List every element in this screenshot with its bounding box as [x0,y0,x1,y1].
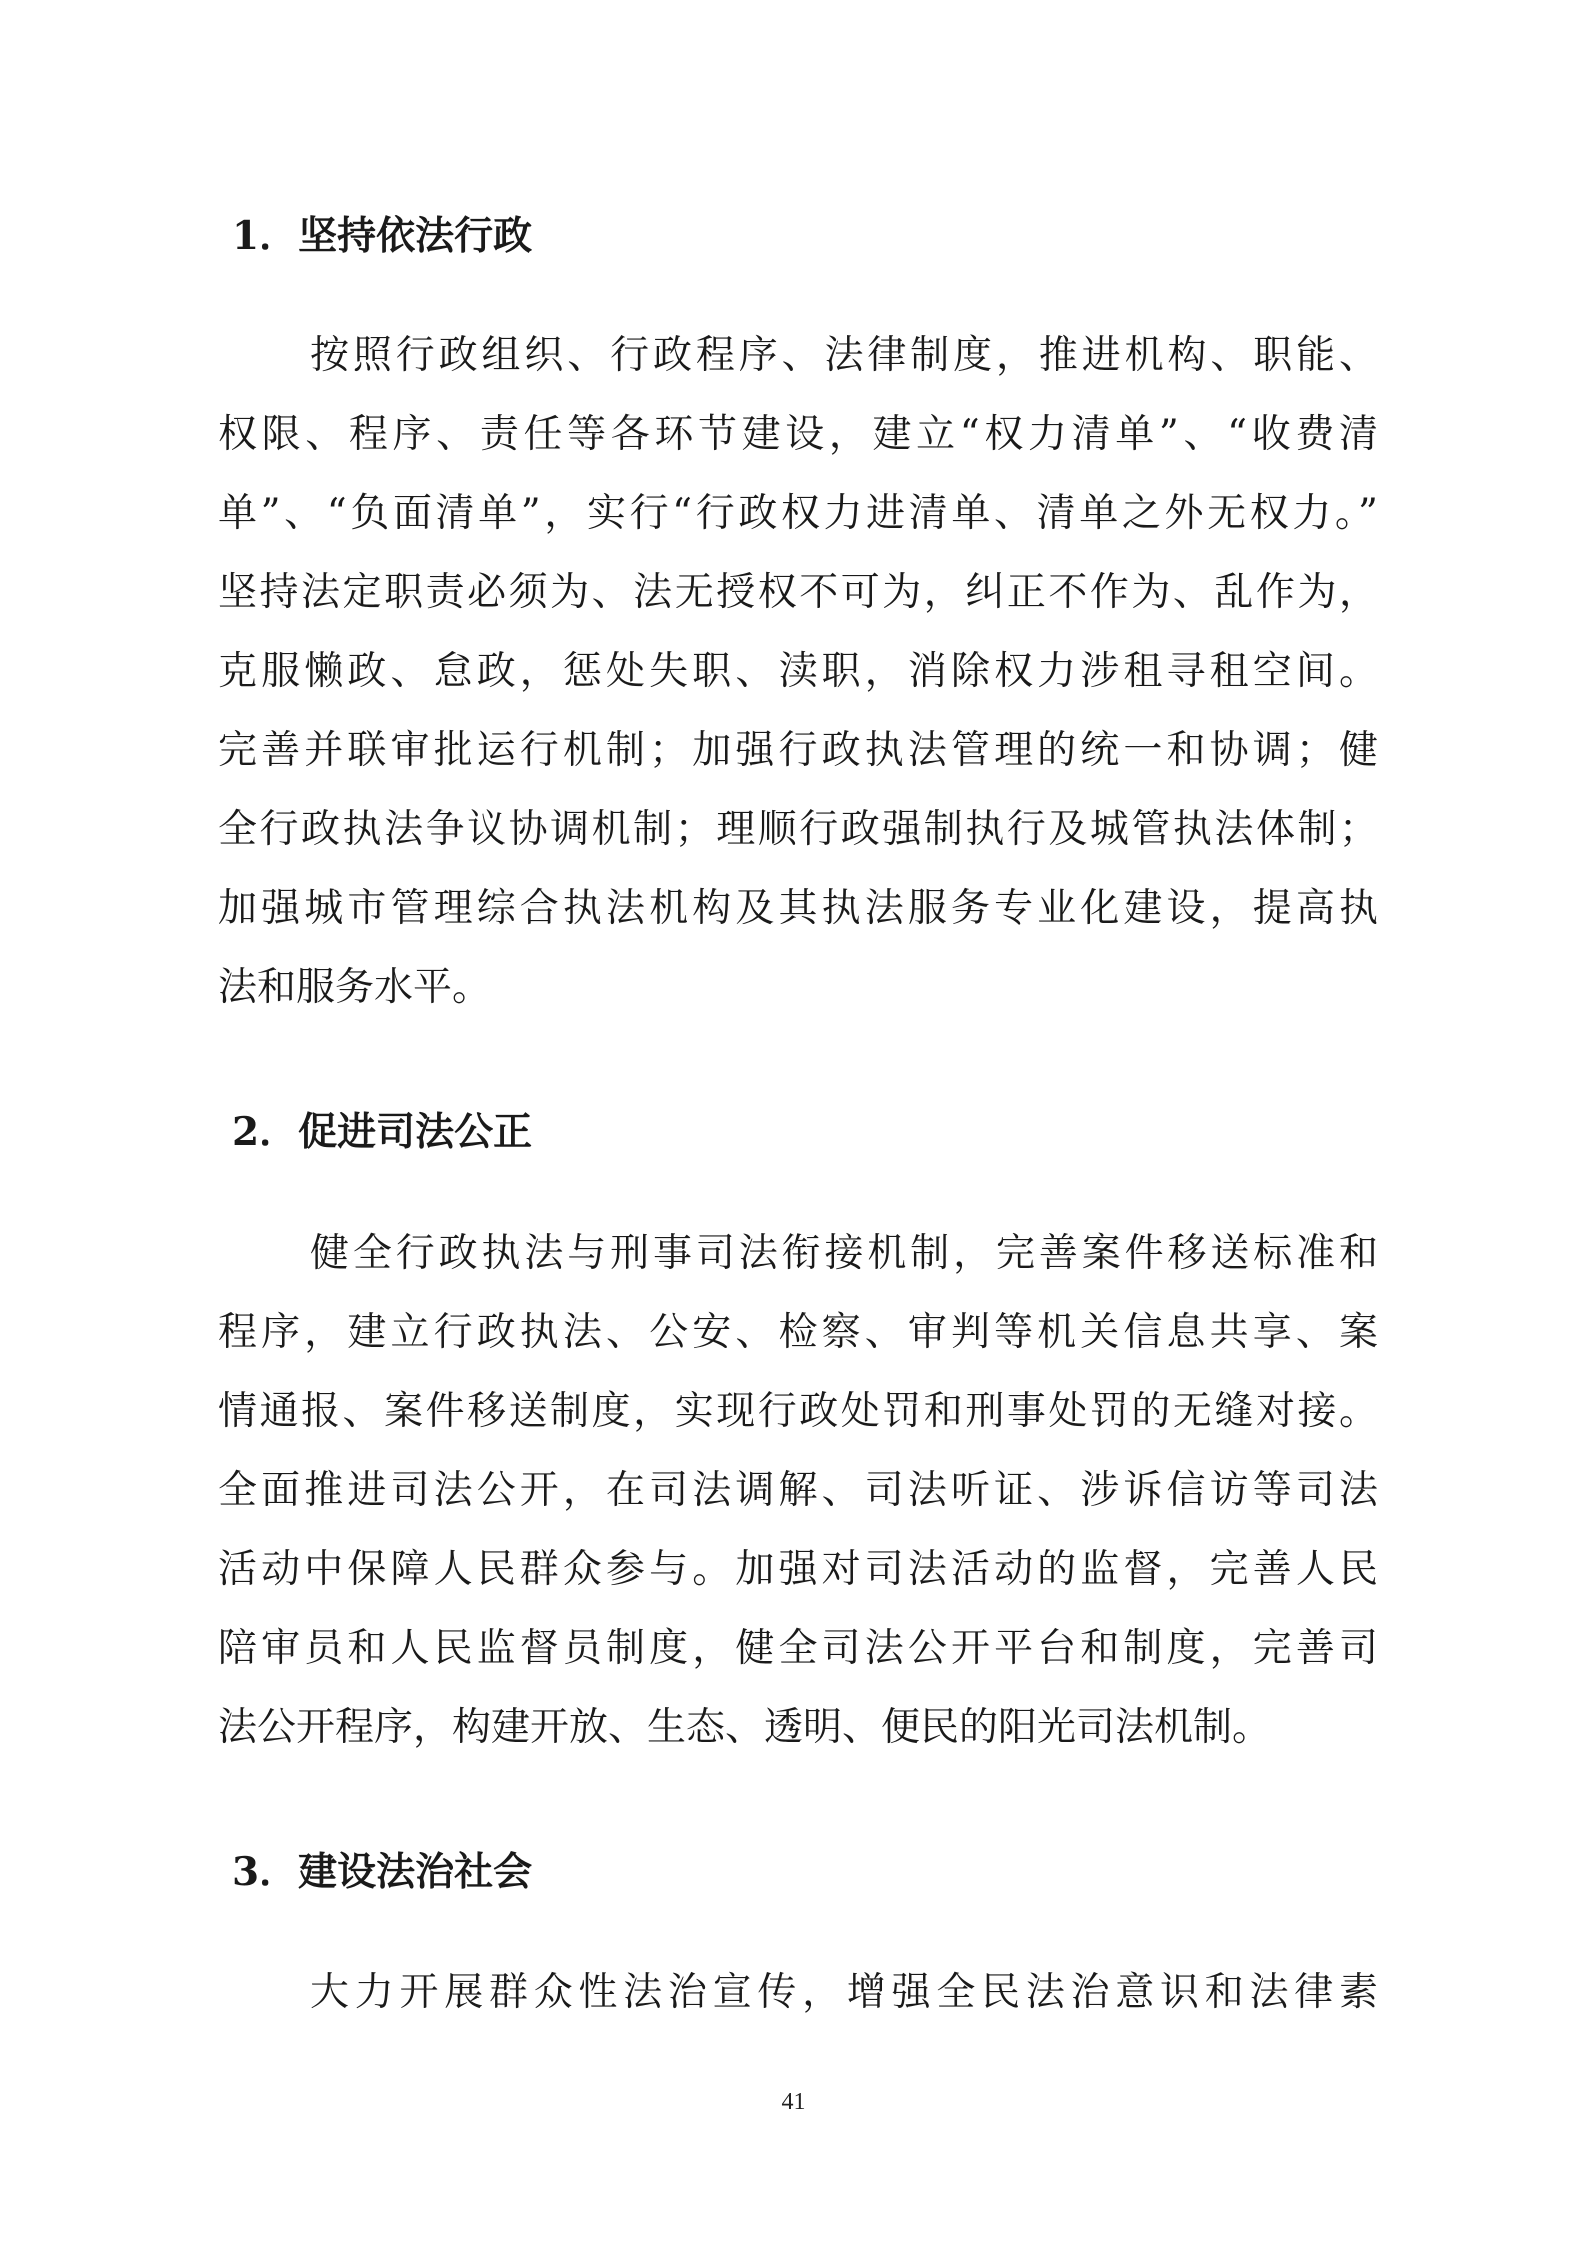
section-1-line-9: 法和服务水平。 [218,965,492,1010]
page-number: 41 [781,2089,806,2115]
section-1-line-5: 克服懒政、怠政，惩处失职、渎职，消除权力涉租寻租空间。 [218,649,1378,694]
section-1-line-4: 坚持法定职责必须为、法无授权不可为，纠正不作为、乱作为， [218,570,1378,615]
section-2-heading: 2．促进司法公正 [232,1109,533,1155]
section-2-line-1: 健全行政执法与刑事司法衔接机制，完善案件移送标准和 [310,1231,1378,1276]
section-1-line-7: 全行政执法争议协调机制；理顺行政强制执行及城管执法体制； [218,807,1378,852]
section-1-line-3: 单”、“负面清单”，实行“行政权力进清单、清单之外无权力。” [218,491,1378,536]
section-1-line-2: 权限、程序、责任等各环节建设，建立“权力清单”、“收费清 [218,412,1378,457]
section-2-line-5: 活动中保障人民群众参与。加强对司法活动的监督，完善人民 [218,1547,1378,1592]
section-2-line-4: 全面推进司法公开，在司法调解、司法听证、涉诉信访等司法 [218,1468,1378,1513]
section-2-line-6: 陪审员和人民监督员制度，健全司法公开平台和制度，完善司 [218,1626,1378,1671]
section-2-line-3: 情通报、案件移送制度，实现行政处罚和刑事处罚的无缝对接。 [218,1389,1378,1434]
section-2-line-2: 程序，建立行政执法、公安、检察、审判等机关信息共享、案 [218,1310,1378,1355]
section-3-line-1: 大力开展群众性法治宣传，增强全民法治意识和法律素 [310,1970,1378,2015]
section-1-line-8: 加强城市管理综合执法机构及其执法服务专业化建设，提高执 [218,886,1378,931]
section-1-line-1: 按照行政组织、行政程序、法律制度，推进机构、职能、 [310,333,1378,378]
section-1-heading: 1．坚持依法行政 [232,213,533,259]
section-1-line-6: 完善并联审批运行机制；加强行政执法管理的统一和协调；健 [218,728,1378,773]
section-3-heading: 3．建设法治社会 [232,1849,533,1895]
section-2-line-7: 法公开程序，构建开放、生态、透明、便民的阳光司法机制。 [218,1705,1272,1750]
